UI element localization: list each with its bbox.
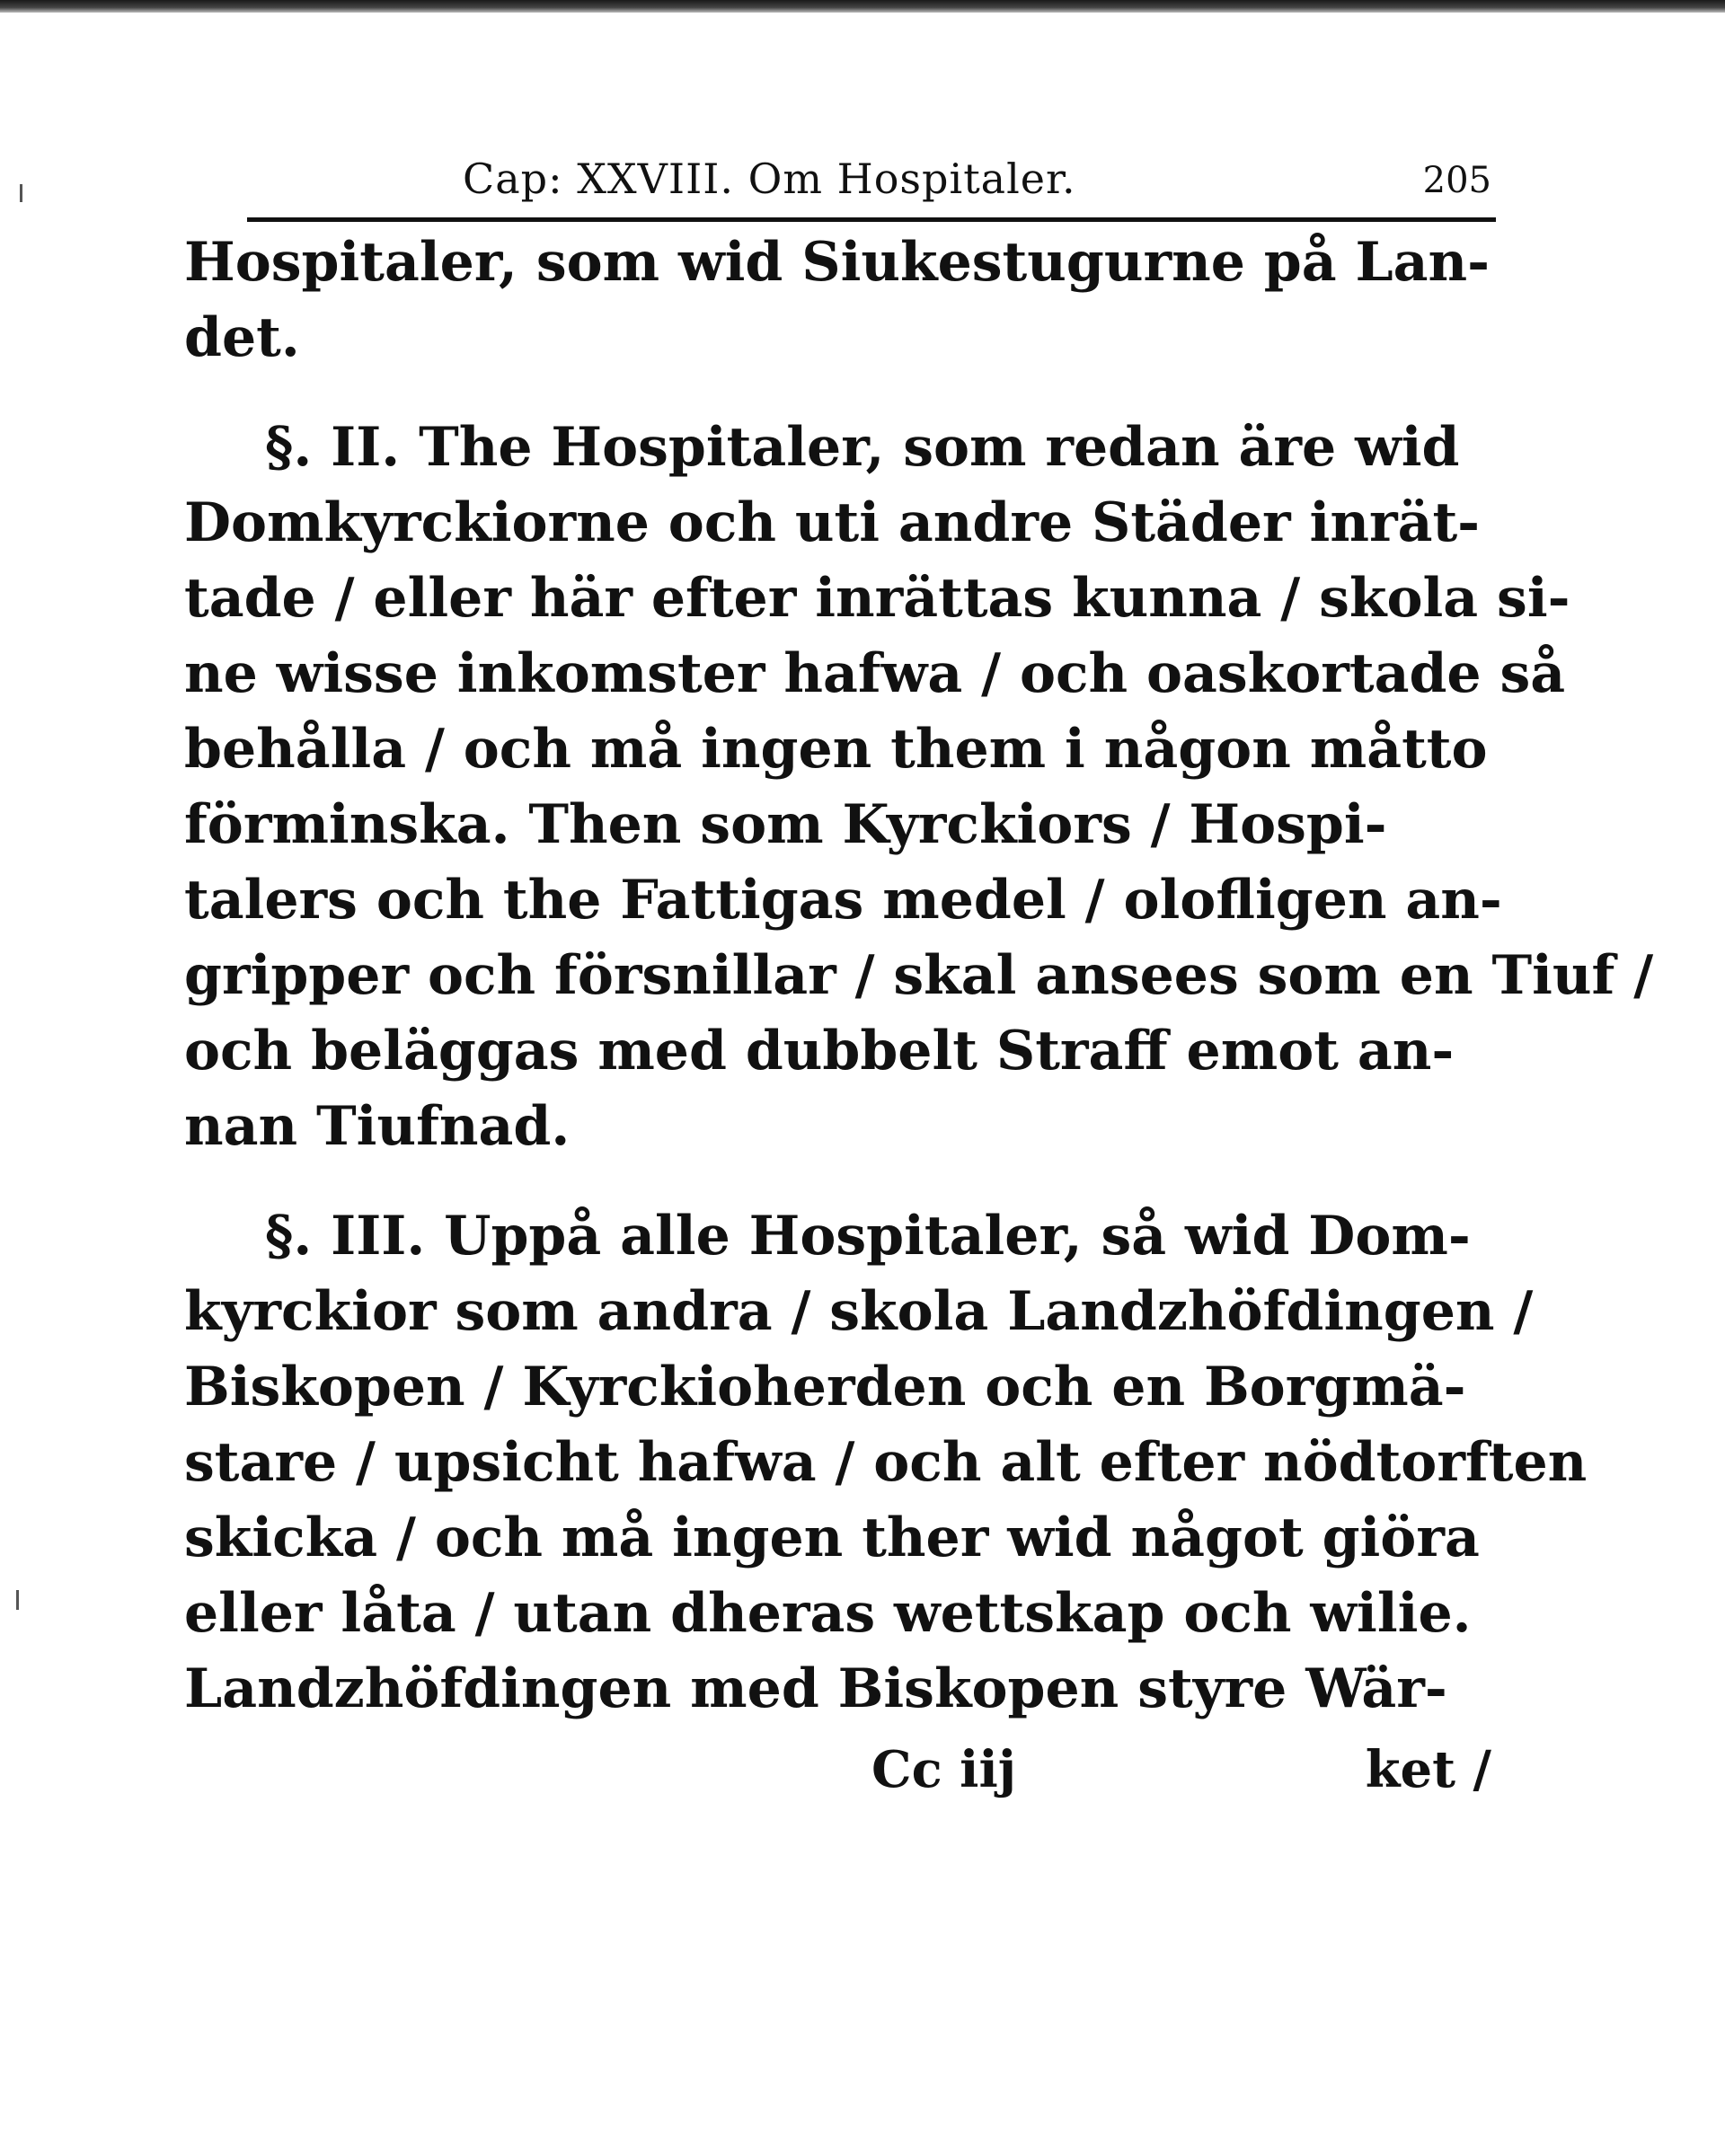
head-rule (247, 217, 1496, 222)
margin-mark (16, 1590, 19, 1610)
paragraph-gap (184, 376, 1505, 410)
body-text (184, 225, 1654, 1807)
catchline (184, 1732, 1505, 1807)
text-line: tade / eller här efter inrättas kunna / skola si‑ (184, 567, 1570, 630)
text-line: det. (184, 306, 300, 369)
text-line: eller låta / utan dheras wettskap och wilie. (184, 1582, 1472, 1645)
text-line: Hospitaler, som wid Siukestugurne på Lan‑ (184, 231, 1491, 294)
paragraph-2-first-line: §. II. The Hospitaler, som redan äre wid (265, 416, 1460, 479)
text-line: skicka / och må ingen ther wid något giöra (184, 1507, 1480, 1569)
catchword: ket / (1365, 1740, 1491, 1799)
text-line: ne wisse inkomster hafwa / och oaskortade så (184, 642, 1566, 705)
book-page (184, 144, 1654, 1807)
text-line: förminska. Then som Kyrckiors / Hospi- (184, 793, 1387, 856)
text-line: Domkyrckiorne och uti andre Städer inrät‑ (184, 491, 1481, 554)
scan-top-edge (0, 0, 1725, 13)
text-line: talers och the Fattigas medel / olofligen an‑ (184, 869, 1502, 932)
text-line: och beläggas med dubbelt Straff emot an‑ (184, 1020, 1455, 1082)
text-line: behålla / och må ingen them i någon måtto (184, 718, 1488, 781)
text-line: Biskopen / Kyrckioherden och en Borgmä‑ (184, 1356, 1466, 1418)
text-line: Landzhöfdingen med Biskopen styre Wär‑ (184, 1657, 1447, 1720)
running-title: Cap: XXVIII. Om Hospitaler. (463, 155, 1076, 203)
running-head (184, 144, 1505, 207)
text-line: stare / upsicht hafwa / och alt efter nödtorften (184, 1431, 1588, 1494)
text-line: kyrckior som andra / skola Landzhöfdingen / (184, 1280, 1534, 1343)
signature-mark: Cc iij (871, 1740, 1016, 1799)
paragraph-3-first-line: §. III. Uppå alle Hospitaler, så wid Dom‑ (265, 1205, 1471, 1268)
text-line: gripper och försnillar / skal ansees som en Tiuf / (184, 944, 1654, 1007)
margin-mark (20, 184, 22, 202)
page-number: 205 (1422, 160, 1491, 201)
paragraph-gap (184, 1164, 1505, 1198)
text-line: nan Tiufnad. (184, 1095, 571, 1158)
